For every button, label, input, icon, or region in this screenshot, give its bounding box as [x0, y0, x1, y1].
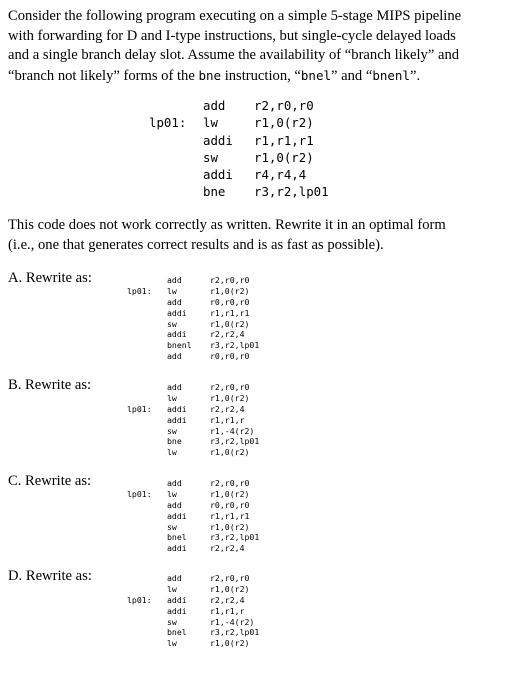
code-line: add r0,r0,r0	[167, 499, 250, 510]
code-line: lw r1,0(r2)	[167, 447, 250, 458]
program-line: add r2,r0,r0	[203, 98, 314, 113]
code-line: addi r2,r2,4	[167, 543, 245, 554]
code-line: sw r1,-4(r2)	[167, 425, 255, 436]
question-paragraph	[8, 216, 508, 255]
code-line: addi r1,r1,r1	[167, 307, 250, 318]
original-program	[0, 97, 514, 201]
code-line: addi r1,r1,r	[167, 605, 245, 616]
program-line: lp01: lw r1,0(r2)	[149, 115, 314, 131]
code-line: addi r2,r2,4	[167, 329, 245, 340]
code-line: bnel r3,r2,lp01	[167, 532, 260, 543]
code-line: lw r1,0(r2)	[167, 583, 250, 594]
code-line: add r2,r0,r0	[167, 573, 250, 583]
option-b-label[interactable]: B. Rewrite as:	[8, 377, 92, 393]
code-line: sw r1,-4(r2)	[167, 616, 255, 627]
code-line: sw r1,0(r2)	[167, 318, 250, 329]
program-line: addi r1,r1,r1	[203, 132, 314, 148]
code-bne: bne	[198, 67, 222, 83]
option-a-code	[0, 275, 514, 362]
option-d-label[interactable]: D. Rewrite as:	[8, 568, 92, 584]
code-line: lp01: lw r1,0(r2)	[127, 488, 250, 499]
code-line: lp01: lw r1,0(r2)	[127, 285, 250, 296]
code-bnenl: bnenl	[372, 67, 410, 83]
program-line: bne r3,r2,lp01	[203, 184, 329, 200]
code-line: add r2,r0,r0	[167, 382, 250, 392]
code-line: sw r1,0(r2)	[167, 521, 250, 532]
question-line-2: (i.e., one that generates correct results and is as fast as possible).	[8, 236, 384, 253]
option-c-code	[0, 478, 514, 554]
code-line: lw r1,0(r2)	[167, 638, 250, 649]
option-c-label[interactable]: C. Rewrite as:	[8, 473, 92, 489]
option-d-code	[0, 573, 514, 649]
code-line: addi r1,r1,r	[167, 414, 245, 425]
intro-line-2: with forwarding for D and I-type instructions, but single-cycle delayed loads	[8, 27, 456, 44]
intro-line-3: and a single branch delay slot. Assume the availability of “branch likely” and	[8, 47, 460, 63]
code-line: add r2,r0,r0	[167, 478, 250, 488]
code-line: lw r1,0(r2)	[167, 392, 250, 403]
code-line: addi r1,r1,r1	[167, 510, 250, 521]
option-b-code	[0, 382, 514, 458]
option-a-label[interactable]: A. Rewrite as:	[8, 270, 92, 286]
program-line: addi r4,r4,4	[203, 167, 307, 183]
intro-paragraph	[8, 7, 508, 86]
code-line: bnel r3,r2,lp01	[167, 627, 260, 638]
code-line: bnenl r3,r2,lp01	[167, 340, 260, 351]
code-line: add r0,r0,r0	[167, 296, 250, 307]
code-line: add r2,r0,r0	[167, 275, 250, 285]
code-bnel: bnel	[300, 67, 332, 83]
code-line: bne r3,r2,lp01	[167, 436, 260, 447]
intro-line-1: Consider the following program executing on a simple 5-stage MIPS pipeline	[8, 8, 462, 24]
question-line-1: This code does not work correctly as written. Rewrite it in an optimal form	[8, 217, 446, 233]
program-line: sw r1,0(r2)	[203, 149, 314, 165]
code-line: lp01: addi r2,r2,4	[127, 403, 245, 414]
code-line: lp01: addi r2,r2,4	[127, 594, 245, 605]
code-line: add r0,r0,r0	[167, 351, 250, 362]
intro-line-4: “branch not likely” forms of the bne instruction, “bnel” and “bnenl”.	[8, 67, 421, 84]
